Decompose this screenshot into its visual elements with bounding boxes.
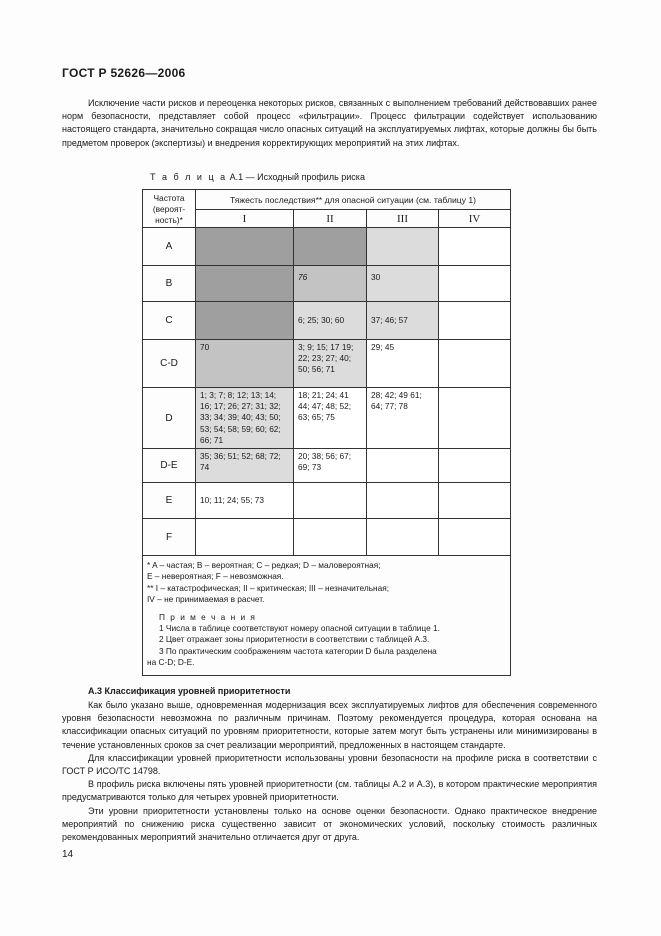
- cell: 76: [294, 266, 367, 302]
- table-row: [143, 388, 511, 449]
- footnote: ** I – катастрофическая; II – критическая; III – незначительная;: [147, 582, 390, 593]
- cell: [196, 302, 294, 340]
- document-header: ГОСТ Р 52626—2006: [62, 66, 186, 80]
- cell: [439, 266, 511, 302]
- cell: [439, 449, 511, 483]
- severity-header: Тяжесть последствия** для опасной ситуации (см. таблицу 1): [196, 190, 511, 210]
- note: на C-D; D-E.: [147, 657, 195, 668]
- cell: [439, 340, 511, 388]
- cell: 29; 45: [367, 340, 439, 388]
- frequency-header: Частота (вероят- ность)*: [143, 190, 196, 228]
- section-paragraph: В профиль риска включены пять уровней приоритетности (см. таблицы А.2 и А.3), в котором практические мероприятия предусматриваются только для четырех уровней приоритетности.: [62, 779, 597, 803]
- section-title: А.3 Классификация уровней приоритетности: [88, 686, 291, 696]
- cell: 28; 42; 49 61; 64; 77; 78: [367, 388, 439, 449]
- table-footnotes: [143, 556, 511, 676]
- cell: [294, 519, 367, 556]
- section-paragraph: Как было указано выше, одновременная модернизация всех эксплуатируемых лифтов для обеспечения современного уровня безопасности невозможна по различным причинам. Поэтому рекомендуется процедура, которая основана на классификации опасных ситуаций по уровням приоритетности, которые затем могут быть устранены или минимизированы в течение установленных сроков за счет реализации мероприятий, предложенных в настоящем стандарте.: [62, 700, 597, 750]
- cell: [367, 519, 439, 556]
- cell: 18; 21; 24; 41 44; 47; 48; 52; 63; 65; 75: [294, 388, 367, 449]
- cell: 10; 11; 24; 55; 73: [196, 483, 294, 519]
- cell: [367, 228, 439, 266]
- row-label-A: A: [143, 228, 196, 266]
- cell: [294, 483, 367, 519]
- cell: [439, 302, 511, 340]
- row-label-E: E: [143, 483, 196, 519]
- note: 3 По практическим соображениям частота категории D была разделена: [159, 645, 437, 656]
- row-label-C: C: [143, 302, 196, 340]
- cell: [196, 228, 294, 266]
- cell: [196, 519, 294, 556]
- risk-profile-table: [142, 189, 511, 676]
- intro-paragraph: Исключение части рисков и переоценка некоторых рисков, связанных с выполнением требований действовавших ранее норм безопасности, представляет собой процесс «фильтрации». Процесс фильтрации содействует использованию настоящего стандарта, значительно сокращая число опасных ситуаций на эксплуатируемых лифтах, которые должны бы быть предметом проверок (экспертизы) и внедрения корректирующих мероприятий на этих лифтах.: [62, 98, 597, 148]
- row-label-F: F: [143, 519, 196, 556]
- cell: [294, 228, 367, 266]
- column-header-IV: IV: [439, 210, 511, 228]
- cell: [439, 388, 511, 449]
- cell: 30: [367, 266, 439, 302]
- footnote: E – невероятная; F – невозможная.: [147, 571, 284, 582]
- table-row: [143, 483, 511, 519]
- table-row: [143, 266, 511, 302]
- column-header-I: I: [196, 210, 294, 228]
- section-paragraph: Эти уровни приоритетности установлены только на основе оценки безопасности. Однако практическое внедрение мероприятий по снижению риска существенно зависит от экономических условий, поскольку стоимость различных рекомендованных мероприятий значительно отличается друг от друга.: [62, 805, 597, 843]
- cell: 70: [196, 340, 294, 388]
- notes-title: П р и м е ч а н и я: [159, 611, 257, 622]
- cell: 6; 25; 30; 60: [294, 302, 367, 340]
- column-header-III: III: [367, 210, 439, 228]
- section-paragraph: Для классификации уровней приоритетности использованы уровни безопасности на профиле риска в соответствии с ГОСТ Р ИСО/ТС 14798.: [62, 752, 597, 777]
- cell: [196, 266, 294, 302]
- cell: 1; 3; 7; 8; 12; 13; 14; 16; 17; 26; 27; 31; 32; 33; 34; 39; 40; 43; 50; 53; 54; 58; 59; 60; 62; 66; 71: [196, 388, 294, 449]
- table-caption-prefix: Т а б л и ц а: [150, 172, 228, 182]
- row-label-D-E: D-E: [143, 449, 196, 483]
- note: 1 Числа в таблице соответствуют номеру опасной ситуации в таблице 1.: [159, 623, 440, 634]
- cell: 20; 38; 56; 67; 69; 73: [294, 449, 367, 483]
- table-caption-text: А.1 — Исходный профиль риска: [227, 172, 365, 182]
- row-label-B: B: [143, 266, 196, 302]
- note: 2 Цвет отражает зоны приоритетности в соответствии с таблицей А.3.: [159, 634, 430, 645]
- footnote: IV – не принимаемая в расчет.: [147, 594, 265, 605]
- page-number: 14: [62, 849, 74, 860]
- cell: [439, 228, 511, 266]
- row-label-D: D: [143, 388, 196, 449]
- table-row: [143, 302, 511, 340]
- table-row: [143, 519, 511, 556]
- table-row: [143, 340, 511, 388]
- cell: [439, 519, 511, 556]
- cell: 3; 9; 15; 17 19; 22; 23; 27; 40; 50; 56; 71: [294, 340, 367, 388]
- footnote: * A – частая; B – вероятная; C – редкая; D – маловероятная;: [147, 560, 381, 571]
- table-row: [143, 228, 511, 266]
- cell: [367, 449, 439, 483]
- table-caption: [150, 172, 365, 182]
- cell: [367, 483, 439, 519]
- row-label-C-D: C-D: [143, 340, 196, 388]
- table-row: [143, 449, 511, 483]
- column-header-II: II: [294, 210, 367, 228]
- cell: 37; 46; 57: [367, 302, 439, 340]
- section-body: [62, 699, 597, 844]
- cell: 35; 36; 51; 52; 68; 72; 74: [196, 449, 294, 483]
- cell: [439, 483, 511, 519]
